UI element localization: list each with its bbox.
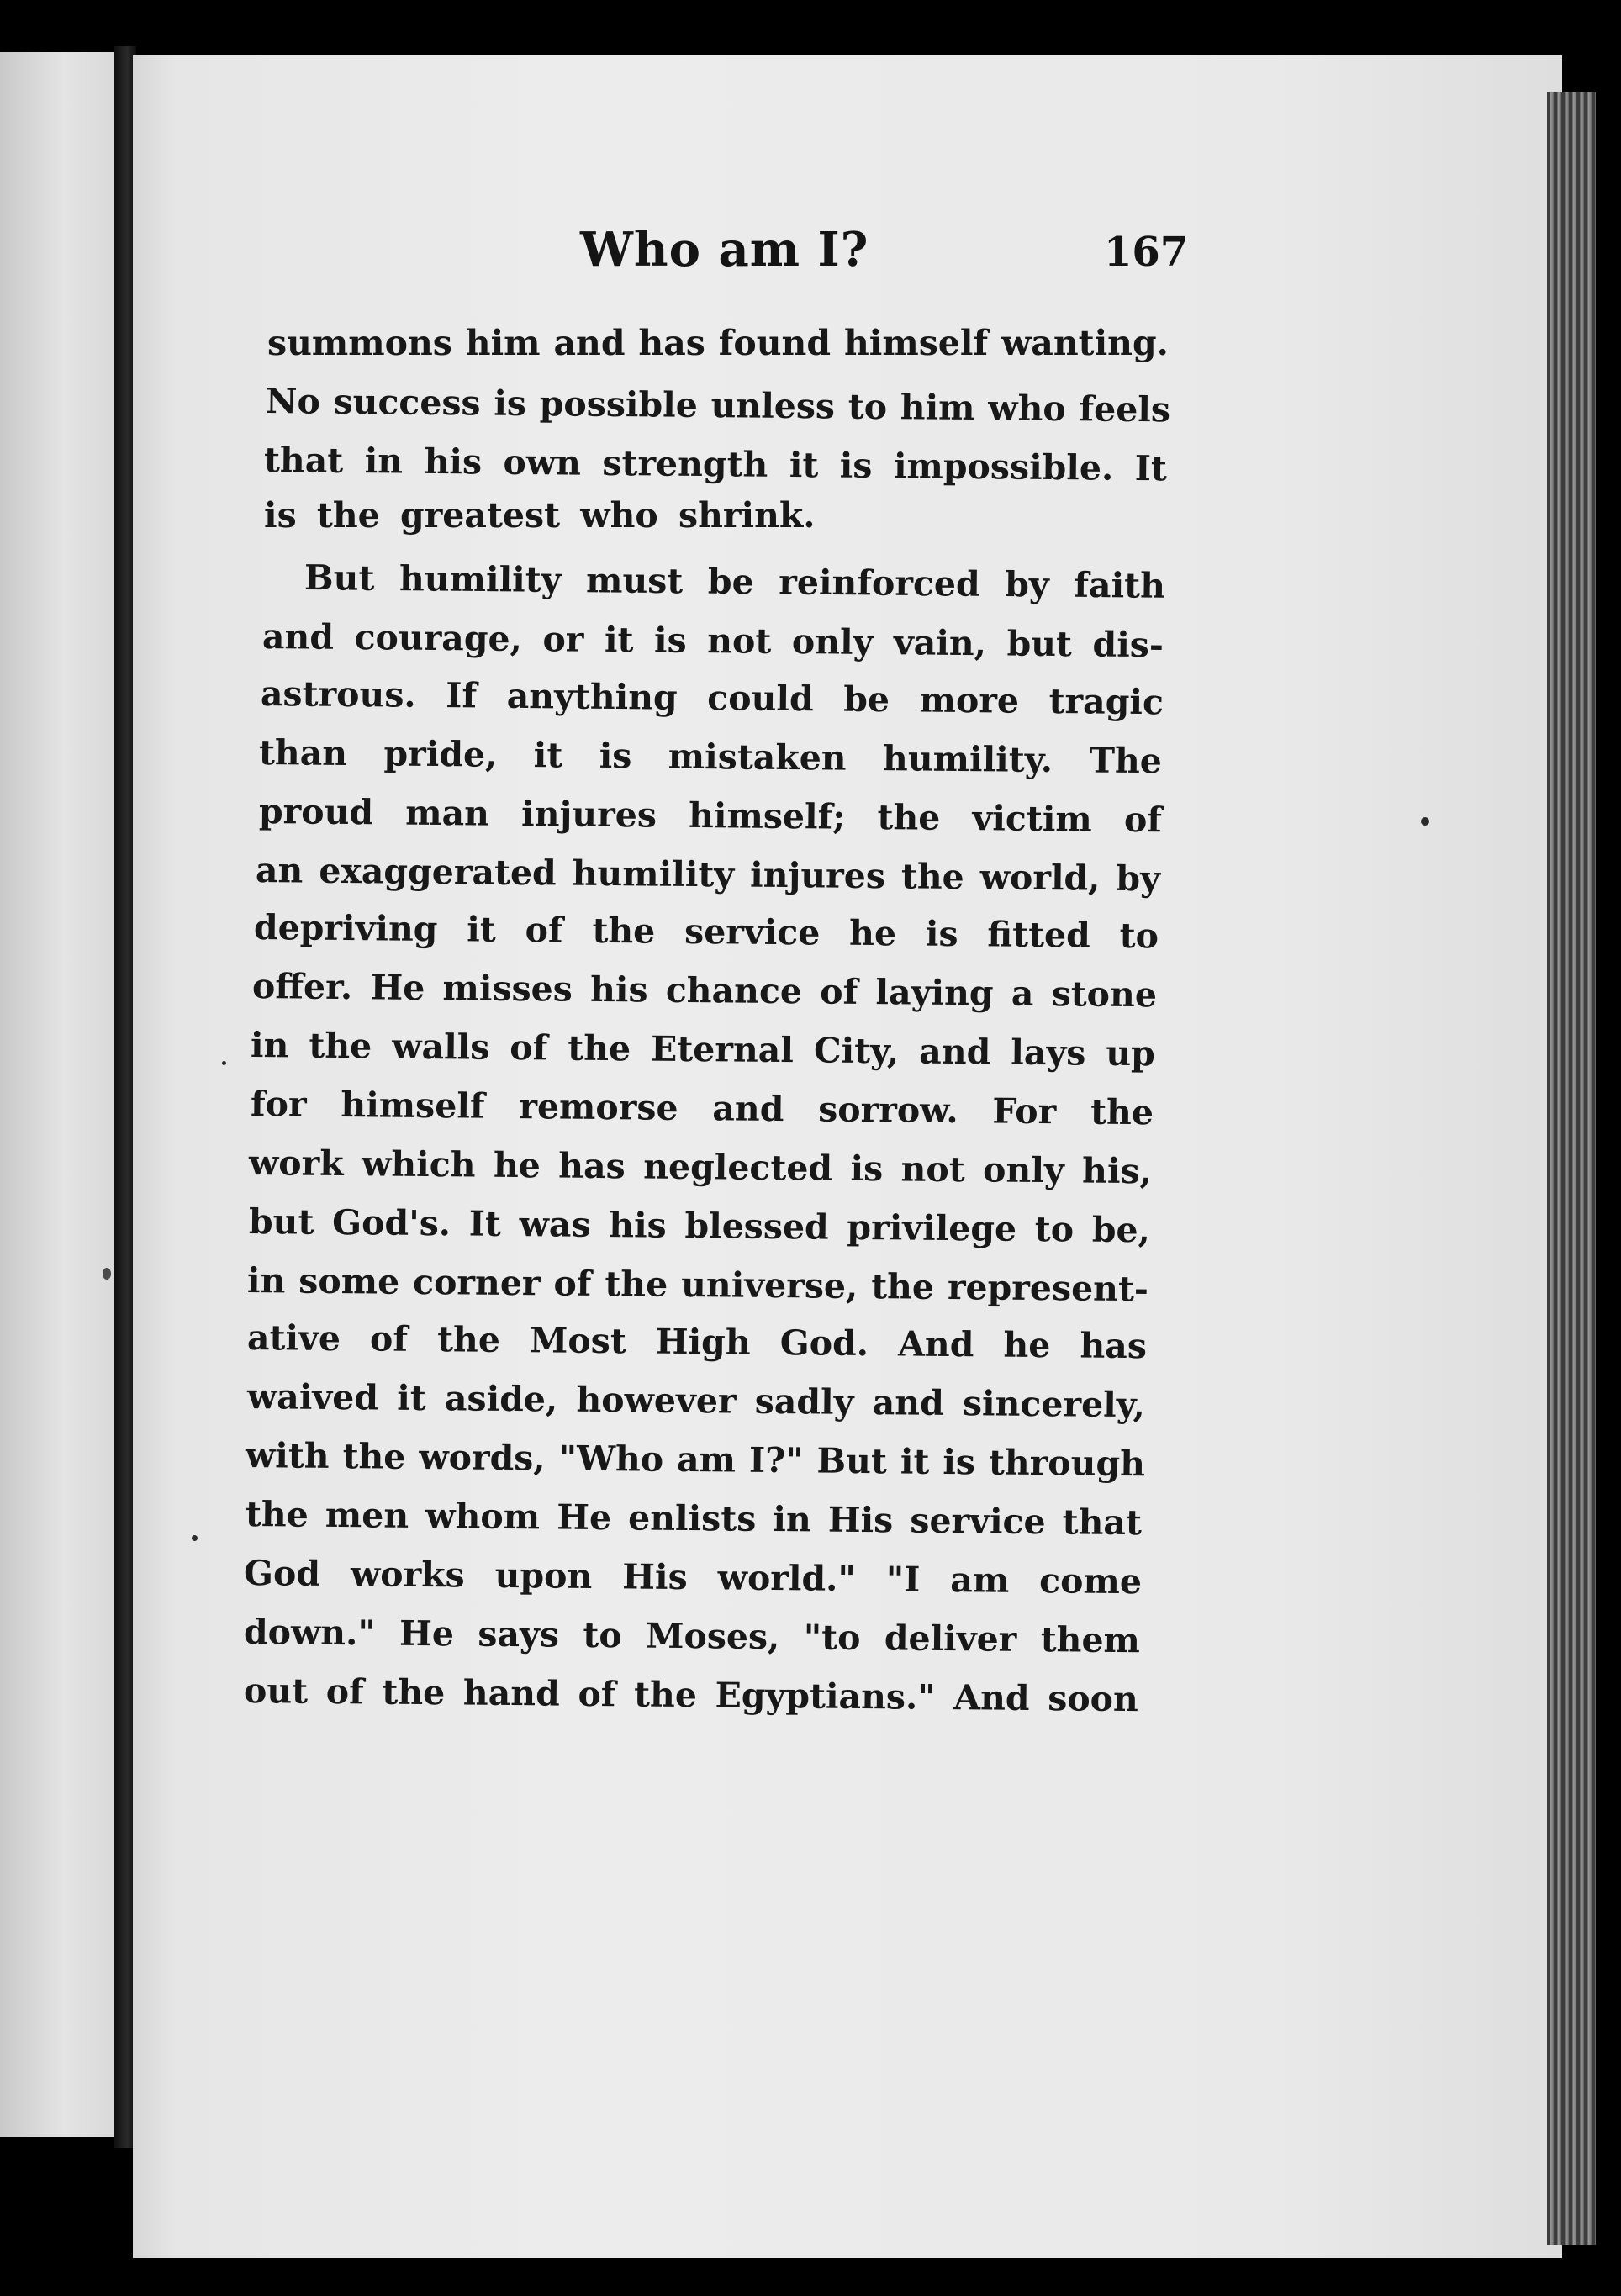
text-line: But humility must be reinforced by faith (304, 557, 1166, 606)
text-line: work which he has neglected is not only his, (248, 1143, 1153, 1192)
text-line: out of the hand of the Egyptians." And soon (243, 1671, 1139, 1720)
text-line: is the greatest who shrink. (264, 495, 816, 536)
page-number: 167 (1104, 229, 1189, 276)
text-line: ative of the Most High God. And he has (246, 1317, 1148, 1367)
text-line: with the words, "Who am I?" But it is through (245, 1435, 1146, 1485)
text-line: astrous. If anything could be more tragic (260, 673, 1164, 723)
text-line: offer. He misses his chance of laying a stone (251, 966, 1158, 1016)
running-head: Who am I? (580, 222, 869, 277)
text-line: summons him and has found himself wanting. (267, 323, 1169, 363)
text-line: that in his own strength it is impossible. It (263, 440, 1168, 489)
text-line: proud man injures himself; the victim of (258, 791, 1163, 841)
scan-speck (103, 1268, 111, 1280)
text-line: depriving it of the service he is fitted to (253, 907, 1159, 957)
text-line: for himself remorse and sorrow. For the (250, 1084, 1154, 1133)
text-line: No success is possible unless to him who feels (265, 381, 1171, 430)
text-line: and courage, or it is not only vain, but dis- (261, 616, 1164, 666)
text-line: waived it aside, however sadly and sincerely, (246, 1376, 1146, 1426)
text-line: but God's. It was his blessed privilege to be, (248, 1201, 1151, 1251)
text-line: in some corner of the universe, the represent- (246, 1260, 1149, 1310)
text-line: down." He says to Moses, "to deliver them (243, 1612, 1141, 1661)
text-line: an exaggerated humility injures the world, by (255, 850, 1161, 900)
text-line: the men whom He enlists in His service that (245, 1494, 1143, 1544)
text-line: God works upon His world." "I am come (243, 1553, 1143, 1602)
scan-speck (222, 1061, 226, 1065)
text-line: than pride, it is mistaken humility. The (258, 732, 1163, 782)
scan-speck (192, 1535, 198, 1541)
scan-speck (1421, 817, 1429, 826)
text-line: in the walls of the Eternal City, and lays up (250, 1025, 1156, 1074)
